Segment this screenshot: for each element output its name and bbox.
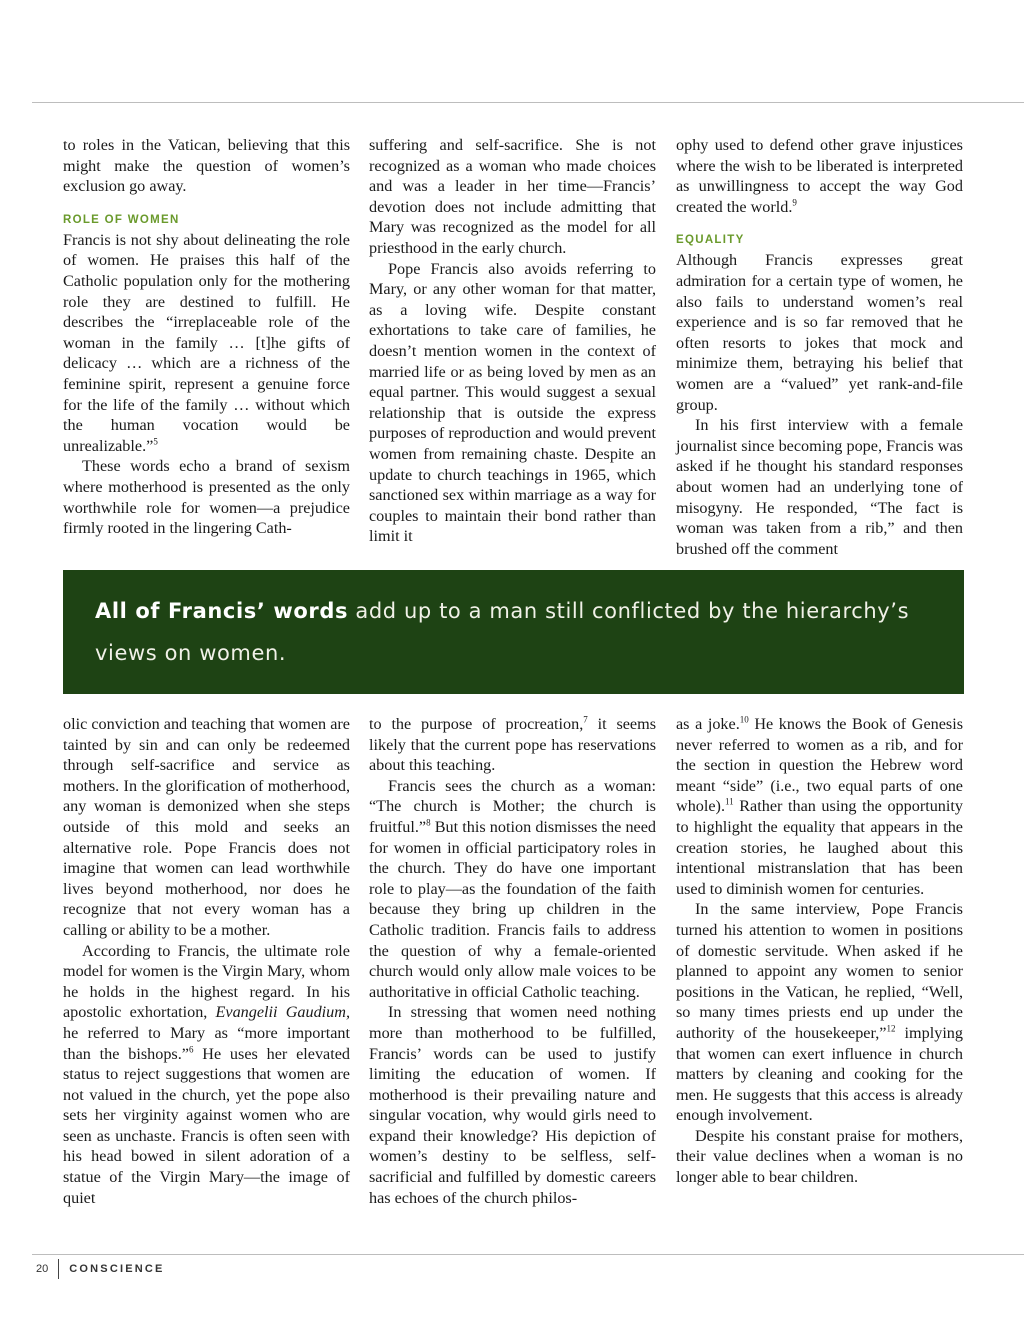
footnote-ref: 9 (792, 197, 797, 208)
page-footer (36, 1259, 165, 1279)
top-column-1 (63, 135, 350, 539)
footnote-ref: 5 (153, 436, 158, 447)
footnote-ref: 11 (725, 796, 734, 807)
paragraph (369, 135, 656, 259)
paragraph (369, 714, 656, 776)
page-number: 20 (36, 1259, 59, 1279)
paragraph-text: it seems likely that the current pope has reservations about this teaching. (369, 715, 656, 775)
pull-quote-rest: add up to a man still conflicted by the hierarchy’s views on women. (95, 599, 910, 665)
paragraph-text: According to Francis, the ultimate role model for women is the Virgin Mary, whom he holds in the highest regard. In his apostolic exhortation, (63, 941, 350, 1022)
paragraph-text: Pope Francis also avoids referring to Mary, or any other woman for that matter, as a loving wife. Despite constant exhortations to take care of families, he doesn’t mention women in the context of married life or as being loved by men as an equal partner. This would suggest a sexual relationship that is outside the express purposes of reproduction and would prevent women from remaining chaste. Despite an update to church teachings in 1965, which sanctioned sex within marriage as a way for couples to maintain their bond rather than limit it (369, 259, 656, 546)
paragraph (676, 250, 963, 415)
footnote-ref: 12 (886, 1023, 896, 1034)
paragraph-text: Francis is not shy about delineating the role of women. He praises this half of the Catholic population only for the mothering role they are destined to fulfill. He describes the “irreplaceable role of the woman in the family … [t]he gifts of delicacy … which are a richness of the feminine spirit, represent a genuine force for the life of the family … without which the human vocation would be unrealizable.” (63, 230, 350, 455)
pull-quote-bold: All of Francis’ words (95, 599, 349, 623)
pull-quote-text (95, 590, 945, 674)
paragraph-text: Despite his constant praise for mothers, their value declines when a woman is no longer able to bear children. (676, 1126, 963, 1187)
paragraph-text: Although Francis expresses great admiration for a certain type of women, he also fails to understand women’s real experience and is so far removed that he often resorts to jokes that mock and minimize them, betraying his belief that women are a “valued” yet rank-and-file group. (676, 251, 963, 414)
paragraph (369, 776, 656, 1003)
paragraph-text: suffering and self-sacrifice. She is not recognized as a woman who made choices and was a leader in her time—Francis’ devotion does not include admitting that Mary was recognized as the model for all priesthood in the early church. (369, 136, 656, 257)
paragraph-text: In his first interview with a female journalist since becoming pope, Francis was asked if he thought his standard responses about women had an underlying tone of misogyny. He responded, “The fact is woman was taken from a rib,” and then brushed off the comment (676, 416, 963, 558)
paragraph-text: as a joke. (676, 715, 740, 733)
paragraph-text: ophy used to defend other grave injustices where the wish to be liberated is interpreted as unwillingness to accept the way God created the world. (676, 136, 963, 216)
paragraph-text: He knows the Book of Genesis never referred to women as a rib, and for the section in question the Hebrew word meant “side” (i.e., two equal parts of one whole). (676, 715, 964, 816)
paragraph-text: In the same interview, Pope Francis turned his attention to women in positions of domestic servitude. When asked if he planned to appoint any women to senior positions in the Vatican, he replied, “Well, so many times priests end up under the authority of the housekeeper,” (676, 900, 963, 1042)
paragraph (63, 941, 350, 1209)
footnote-ref: 7 (583, 714, 588, 725)
bottom-rule (32, 1254, 1024, 1255)
paragraph (369, 1002, 656, 1208)
bottom-column-3 (676, 714, 963, 1188)
top-column-3 (676, 135, 963, 559)
pull-quote-box (63, 570, 964, 694)
paragraph-text: to the purpose of procreation, (369, 715, 584, 733)
bottom-column-1 (63, 714, 350, 1208)
footnote-ref: 6 (188, 1044, 194, 1055)
top-column-2 (369, 135, 656, 547)
paragraph (63, 230, 350, 457)
paragraph (676, 714, 963, 899)
magazine-name: CONSCIENCE (69, 1263, 165, 1275)
paragraph-text: implying that women can exert influence in church matters by cleaning and cooking for the men. He suggests that this access is already enough involvement. (676, 1023, 963, 1125)
footnote-ref: 10 (739, 714, 749, 725)
paragraph (63, 135, 350, 197)
paragraph-text: He uses her elevated status to reject suggestions that women are not valued in the church, yet the pope also sets her virginity against women who are seen as unchaste. Francis is often seen with his head bowed in silent adoration of a statue of the Virgin Mary—the image of quiet (63, 1044, 350, 1207)
paragraph (63, 456, 350, 538)
paragraph-text: to roles in the Vatican, believing that this might make the question of women’s exclusion go away. (63, 136, 350, 196)
paragraph (676, 1126, 963, 1188)
paragraph-text: But this notion dismisses the need for women in official participatory roles in the church. They do have one important role to play—as the foundation of the faith because they bring up children in the Catholic tradition. Francis fails to address the question of why a female-oriented church would only allow male voices to be authoritative in official Catholic teaching. (369, 817, 656, 1001)
paragraph (369, 259, 656, 547)
paragraph (676, 899, 963, 1126)
paragraph-text: These words echo a brand of sexism where motherhood is presented as the only worthwhile role for women—a prejudice firmly rooted in the lingering Cath- (63, 457, 350, 538)
paragraph-text: he referred to Mary as “more important than the bishops.” (63, 1023, 350, 1063)
paragraph (676, 415, 963, 559)
section-heading: EQUALITY (676, 234, 745, 247)
paragraph-text: olic conviction and teaching that women are tainted by sin and can only be redeemed through self-sacrifice and service as mothers. In the glorification of motherhood, any woman is demonized when she steps outside of this mold and seeks an alternative role. Pope Francis does not imagine that women can lead worthwhile lives beyond motherhood, nor does he recognize that not every woman has a calling or ability to be a mother. (63, 715, 350, 939)
section-heading: ROLE OF WOMEN (63, 213, 180, 226)
footnote-ref: 8 (426, 817, 431, 828)
paragraph (63, 714, 350, 941)
paragraph-text: In stressing that women need nothing more than motherhood to be fulfilled, Francis’ words can be used to justify limiting the education of women. If motherhood is their prevailing nature and singular vocation, why would girls need to expand their knowledge? His depiction of women’s destiny to be selfless, self-sacrificial and fulfilled by domestic careers has echoes of the church philos- (369, 1003, 656, 1207)
italic-title: Evangelii Gaudium, (215, 1003, 350, 1022)
paragraph-text: Rather than using the opportunity to highlight the equality that appears in the creation stories, he laughed about this intentional mistranslation that has been used to diminish women for centuries. (676, 797, 963, 898)
paragraph (676, 135, 963, 217)
bottom-column-2 (369, 714, 656, 1208)
paragraph-text: Francis sees the church as a woman: “The church is Mother; the church is fruitful.” (369, 776, 656, 836)
top-rule (32, 102, 1024, 103)
